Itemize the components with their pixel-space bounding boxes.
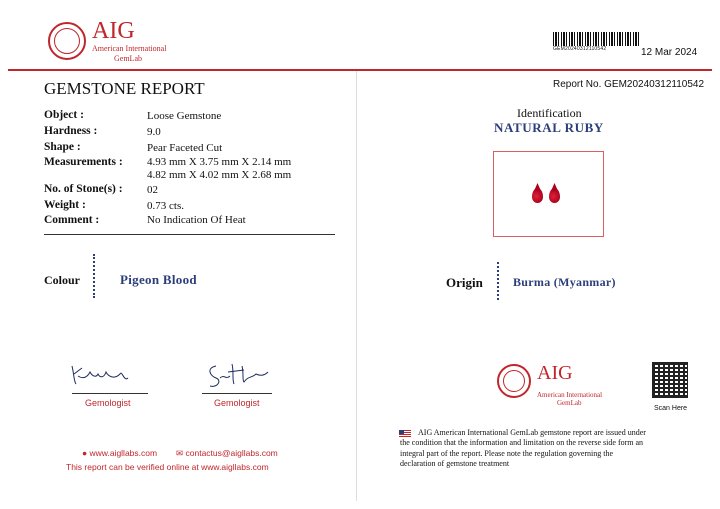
identification-value: NATURAL RUBY [494,120,604,135]
brand-subtitle-2: GemLab [114,54,142,63]
disclaimer-line-1: AIG American International GemLab gemstone report are issued under [418,428,646,437]
ruby-stone-1 [532,188,543,203]
disclaimer-line-2: the condition that the information and limitation on the reverse side form an [400,438,644,448]
field-value-stones: 02 [147,184,158,196]
field-value-measurements-2: 4.82 mm X 4.02 mm X 2.68 mm [147,169,292,181]
footer-brand-subtitle-1: American International [537,391,603,399]
globe-icon: ● [82,448,88,458]
origin-value: Burma (Myanmar) [513,275,616,289]
origin-dotted-separator [497,262,501,300]
aig-logo-emblem [48,22,86,60]
field-label-shape: Shape : [44,141,81,153]
field-label-hardness: Hardness : [44,125,98,137]
field-value-hardness: 9.0 [147,126,161,138]
field-label-stones: No. of Stone(s) : [44,183,123,195]
gemologist-left: Gemologist [85,398,131,408]
aig-logo-emblem-footer [497,364,531,398]
gemstone-photo [493,151,604,237]
colour-value: Pigeon Blood [120,272,197,287]
signature-left [68,358,138,388]
footer-brand-name: AIG [537,362,573,384]
ruby-stone-2 [549,188,560,203]
field-value-comment: No Indication Of Heat [147,214,246,226]
identification-label: Identification [517,106,582,120]
barcode-text: GEM20240312110542 [553,46,607,52]
origin-label: Origin [446,275,483,290]
header-divider [8,69,712,71]
colour-dotted-separator [93,254,97,298]
email-link[interactable] [176,448,278,459]
signature-left-line [72,393,148,394]
report-number: Report No. GEM20240312110542 [553,79,705,90]
field-value-measurements-1: 4.93 mm X 3.75 mm X 2.14 mm [147,156,292,168]
brand-subtitle-1: American International [92,44,167,53]
field-value-weight: 0.73 cts. [147,200,184,212]
barcode-image [553,32,639,46]
report-title: GEMSTONE REPORT [44,79,205,98]
verify-text: This report can be verified online at www.aigllabs.com [66,462,269,472]
field-label-object: Object : [44,109,84,121]
gemologist-right: Gemologist [214,398,260,408]
field-label-comment: Comment : [44,214,100,226]
field-value-shape: Pear Faceted Cut [147,142,223,154]
field-label-weight: Weight : [44,199,86,211]
signature-right [204,360,274,390]
footer-brand-subtitle-2: GemLab [557,399,582,407]
mail-icon: ✉ [176,448,184,458]
scan-here-label: Scan Here [654,405,688,412]
disclaimer-line-3: integral part of the report. Please note the regulation governing the [400,448,614,458]
field-label-measurements: Measurements : [44,156,123,168]
field-value-object: Loose Gemstone [147,110,222,122]
brand-name: AIG [92,18,135,44]
website-link[interactable] [82,448,157,458]
report-date: 12 Mar 2024 [641,47,698,58]
fields-underline [44,234,335,235]
website-text: www.aigllabs.com [89,448,158,458]
disclaimer-line-4: declaration of gemstone treatment [400,458,510,468]
email-text: contactus@aigllabs.com [185,448,278,458]
qr-code[interactable] [652,362,688,398]
disclaimer [400,428,700,469]
signature-right-line [202,393,272,394]
colour-label: Colour [44,273,80,287]
center-divider [356,71,357,501]
